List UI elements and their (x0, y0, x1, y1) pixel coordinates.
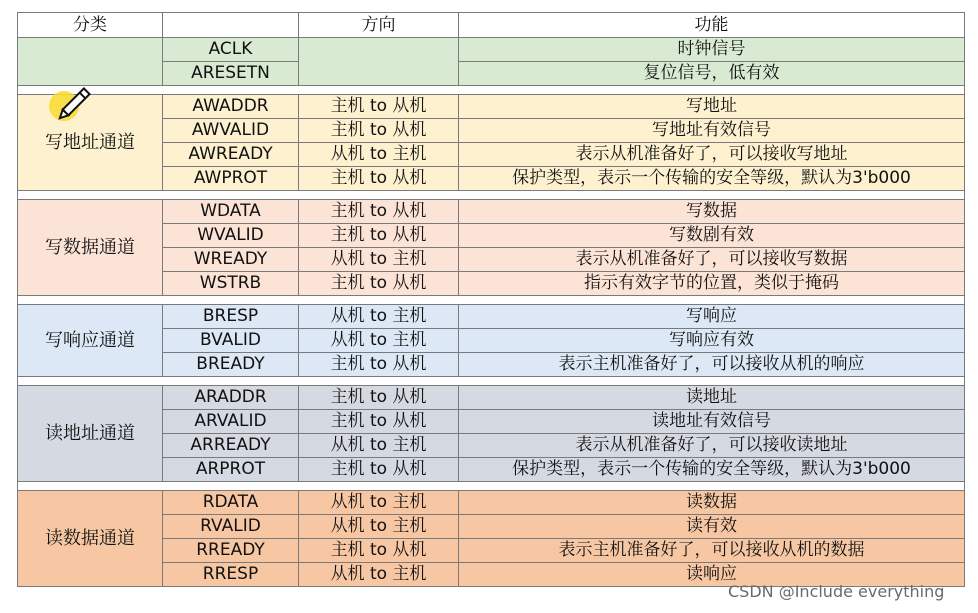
function-cell: 指示有效字节的位置，类似于掩码 (459, 272, 965, 296)
table-header-row (18, 13, 965, 38)
function-cell: 保护类型，表示一个传输的安全等级，默认为3'b000 (459, 167, 965, 191)
direction-cell: 从机 to 主机 (299, 515, 459, 539)
direction-cell: 主机 to 从机 (299, 167, 459, 191)
pencil-cursor-icon (44, 82, 104, 132)
function-cell: 复位信号，低有效 (459, 62, 965, 86)
table-row (18, 491, 965, 515)
function-cell: 读响应 (459, 563, 965, 587)
signal-cell: ARADDR (163, 386, 299, 410)
direction-cell: 从机 to 主机 (299, 491, 459, 515)
table-row (18, 95, 965, 119)
header-direction: 方向 (299, 13, 459, 38)
direction-cell: 主机 to 从机 (299, 200, 459, 224)
signal-cell: BVALID (163, 329, 299, 353)
function-cell: 表示从机准备好了，可以接收写地址 (459, 143, 965, 167)
signal-cell: ACLK (163, 38, 299, 62)
signal-cell: RDATA (163, 491, 299, 515)
direction-cell: 主机 to 从机 (299, 224, 459, 248)
direction-cell (299, 38, 459, 86)
category-cell-write-response: 写响应通道 (18, 305, 163, 377)
signal-cell: ARVALID (163, 410, 299, 434)
category-cell-clock (18, 38, 163, 86)
function-cell: 时钟信号 (459, 38, 965, 62)
function-cell: 读地址有效信号 (459, 410, 965, 434)
function-cell: 写地址有效信号 (459, 119, 965, 143)
function-cell: 表示从机准备好了，可以接收写数据 (459, 248, 965, 272)
function-cell: 写响应有效 (459, 329, 965, 353)
header-signal (163, 13, 299, 38)
direction-cell: 主机 to 从机 (299, 386, 459, 410)
signal-cell: ARPROT (163, 458, 299, 482)
direction-cell: 主机 to 从机 (299, 95, 459, 119)
signal-cell: AWADDR (163, 95, 299, 119)
function-cell: 写数据 (459, 200, 965, 224)
signal-cell: RREADY (163, 539, 299, 563)
watermark: CSDN @Include everything (728, 582, 945, 601)
direction-cell: 主机 to 从机 (299, 119, 459, 143)
direction-cell: 主机 to 从机 (299, 410, 459, 434)
separator-row (18, 191, 965, 200)
signal-cell: WREADY (163, 248, 299, 272)
table-row (18, 305, 965, 329)
direction-cell: 从机 to 主机 (299, 248, 459, 272)
function-cell: 写地址 (459, 95, 965, 119)
direction-cell: 主机 to 从机 (299, 272, 459, 296)
direction-cell: 主机 to 从机 (299, 458, 459, 482)
direction-cell: 从机 to 主机 (299, 434, 459, 458)
signal-cell: BREADY (163, 353, 299, 377)
signal-cell: WVALID (163, 224, 299, 248)
signal-cell: WDATA (163, 200, 299, 224)
function-cell: 写数剧有效 (459, 224, 965, 248)
separator-row (18, 482, 965, 491)
category-cell-read-address: 读地址通道 (18, 386, 163, 482)
category-cell-write-address: 写地址通道 (18, 95, 163, 191)
direction-cell: 从机 to 主机 (299, 329, 459, 353)
separator-row (18, 86, 965, 95)
separator-row (18, 296, 965, 305)
function-cell: 表示主机准备好了，可以接收从机的数据 (459, 539, 965, 563)
signal-cell: AWPROT (163, 167, 299, 191)
function-cell: 读数据 (459, 491, 965, 515)
direction-cell: 主机 to 从机 (299, 353, 459, 377)
signal-cell: ARREADY (163, 434, 299, 458)
signal-cell: RVALID (163, 515, 299, 539)
function-cell: 表示从机准备好了，可以接收读地址 (459, 434, 965, 458)
signal-cell: BRESP (163, 305, 299, 329)
function-cell: 读地址 (459, 386, 965, 410)
category-cell-read-data: 读数据通道 (18, 491, 163, 587)
table-row (18, 200, 965, 224)
signal-cell: AWVALID (163, 119, 299, 143)
header-function: 功能 (459, 13, 965, 38)
signal-cell: ARESETN (163, 62, 299, 86)
table-row (18, 38, 965, 62)
axi-signal-table (17, 12, 965, 587)
signal-cell: WSTRB (163, 272, 299, 296)
function-cell: 表示主机准备好了，可以接收从机的响应 (459, 353, 965, 377)
header-category: 分类 (18, 13, 163, 38)
function-cell: 读有效 (459, 515, 965, 539)
category-cell-write-data: 写数据通道 (18, 200, 163, 296)
signal-cell: AWREADY (163, 143, 299, 167)
direction-cell: 从机 to 主机 (299, 143, 459, 167)
separator-row (18, 377, 965, 386)
function-cell: 保护类型，表示一个传输的安全等级，默认为3'b000 (459, 458, 965, 482)
direction-cell: 主机 to 从机 (299, 539, 459, 563)
signal-cell: RRESP (163, 563, 299, 587)
direction-cell: 从机 to 主机 (299, 563, 459, 587)
direction-cell: 从机 to 主机 (299, 305, 459, 329)
table-row (18, 386, 965, 410)
function-cell: 写响应 (459, 305, 965, 329)
